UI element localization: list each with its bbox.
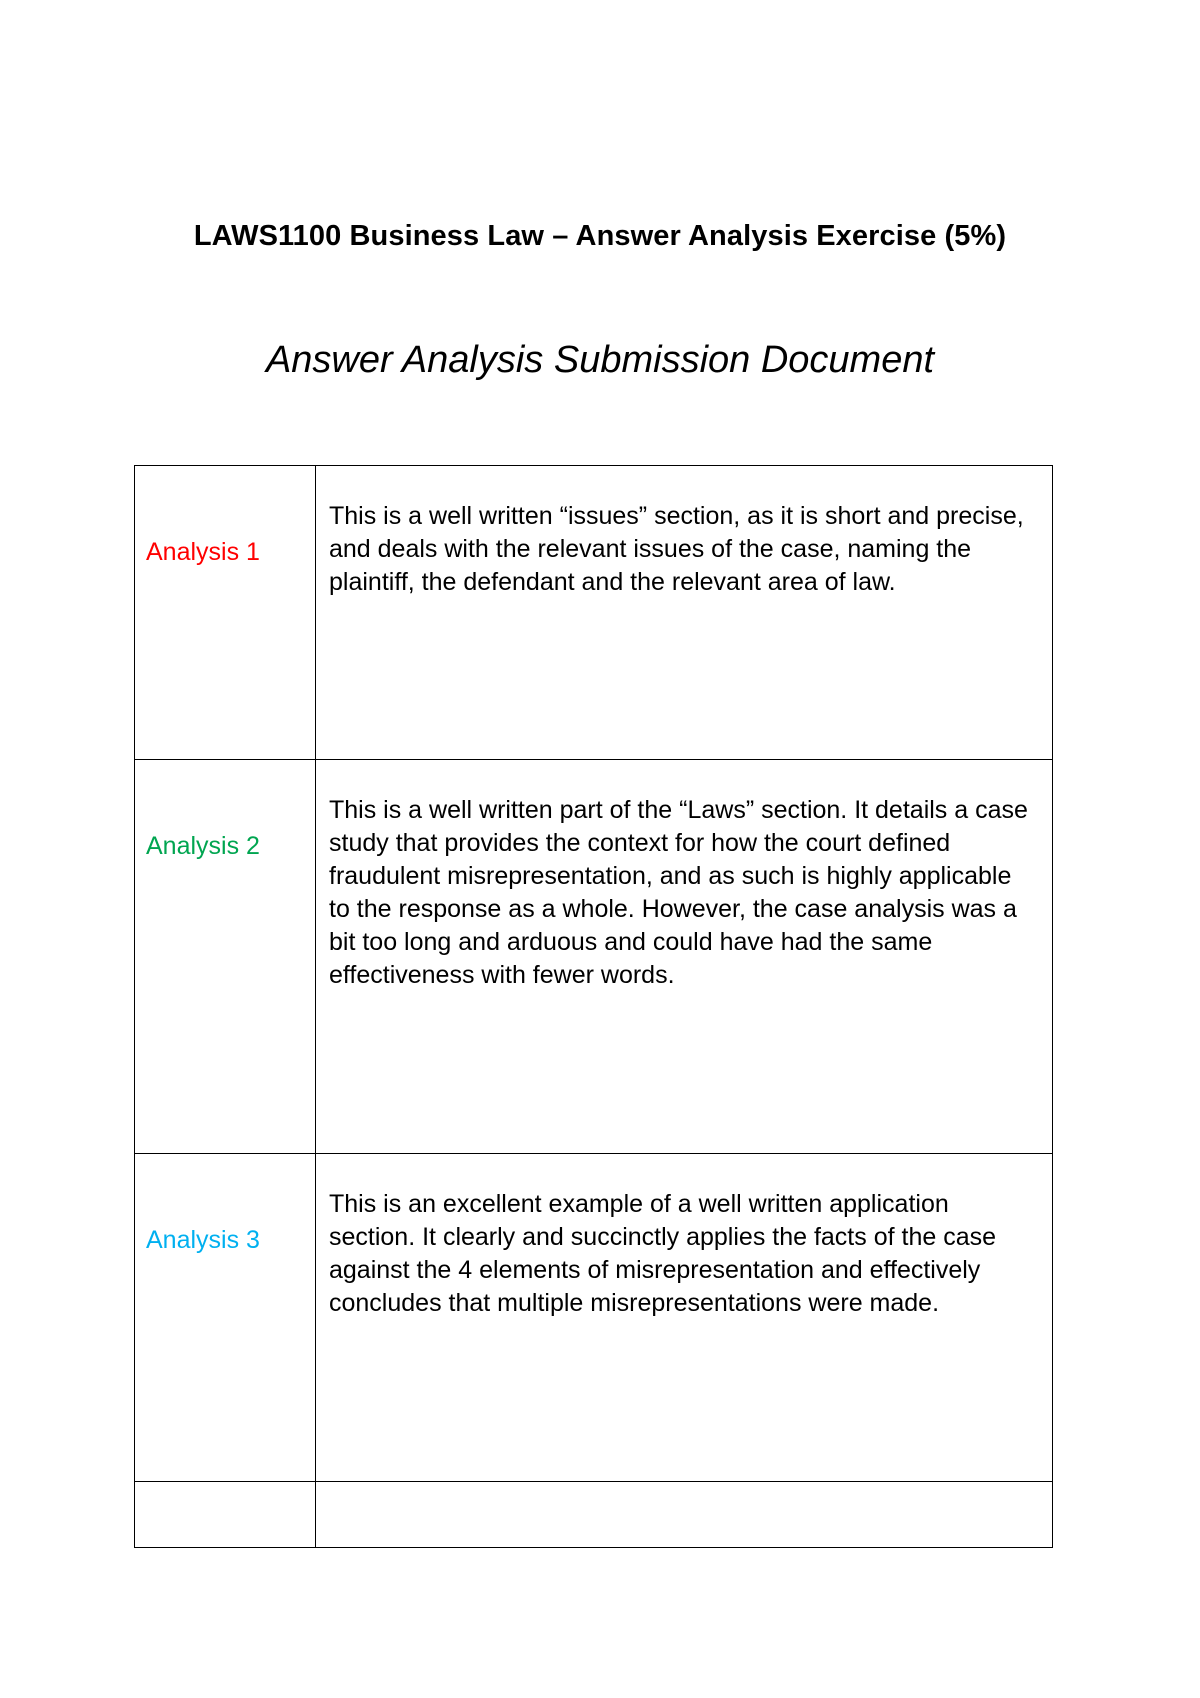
document-subtitle: Answer Analysis Submission Document: [265, 339, 935, 381]
document-title: LAWS1100 Business Law – Answer Analysis Exercise (5%): [193, 220, 1007, 252]
analysis-label-cell: [135, 760, 316, 1154]
table-row: [135, 760, 1053, 1154]
analysis-3-text: This is an excellent example of a well written application section. It clearly and succinctly applies the facts of the case against the 4 elements of misrepresentation and effectively concludes that multiple misrepresentations were made.: [329, 1190, 997, 1317]
analysis-2-label: Analysis 2: [146, 832, 260, 860]
analysis-text-cell: [316, 760, 1053, 1154]
empty-text-cell: [316, 1482, 1053, 1548]
analysis-1-label: Analysis 1: [146, 538, 260, 566]
table-row: [135, 1154, 1053, 1482]
analysis-label-cell: [135, 1154, 316, 1482]
table-row: [135, 466, 1053, 760]
empty-table-row: [135, 1482, 1053, 1548]
analysis-2-text: This is a well written part of the “Laws” section. It details a case study that provides the context for how the court defined fraudulent misrepresentation, and as such is highly applicable to the response as a whole. However, the case analysis was a bit too long and arduous and could have had the same effectiveness with fewer words.: [329, 796, 1028, 989]
analysis-text-cell: [316, 466, 1053, 760]
analysis-1-text: This is a well written “issues” section, as it is short and precise, and deals with the relevant issues of the case, naming the plaintiff, the defendant and the relevant area of law.: [329, 502, 1024, 596]
analysis-text-cell: [316, 1154, 1053, 1482]
analysis-3-label: Analysis 3: [146, 1226, 260, 1254]
empty-label-cell: [135, 1482, 316, 1548]
analysis-label-cell: [135, 466, 316, 760]
analysis-table: [134, 465, 1053, 1548]
